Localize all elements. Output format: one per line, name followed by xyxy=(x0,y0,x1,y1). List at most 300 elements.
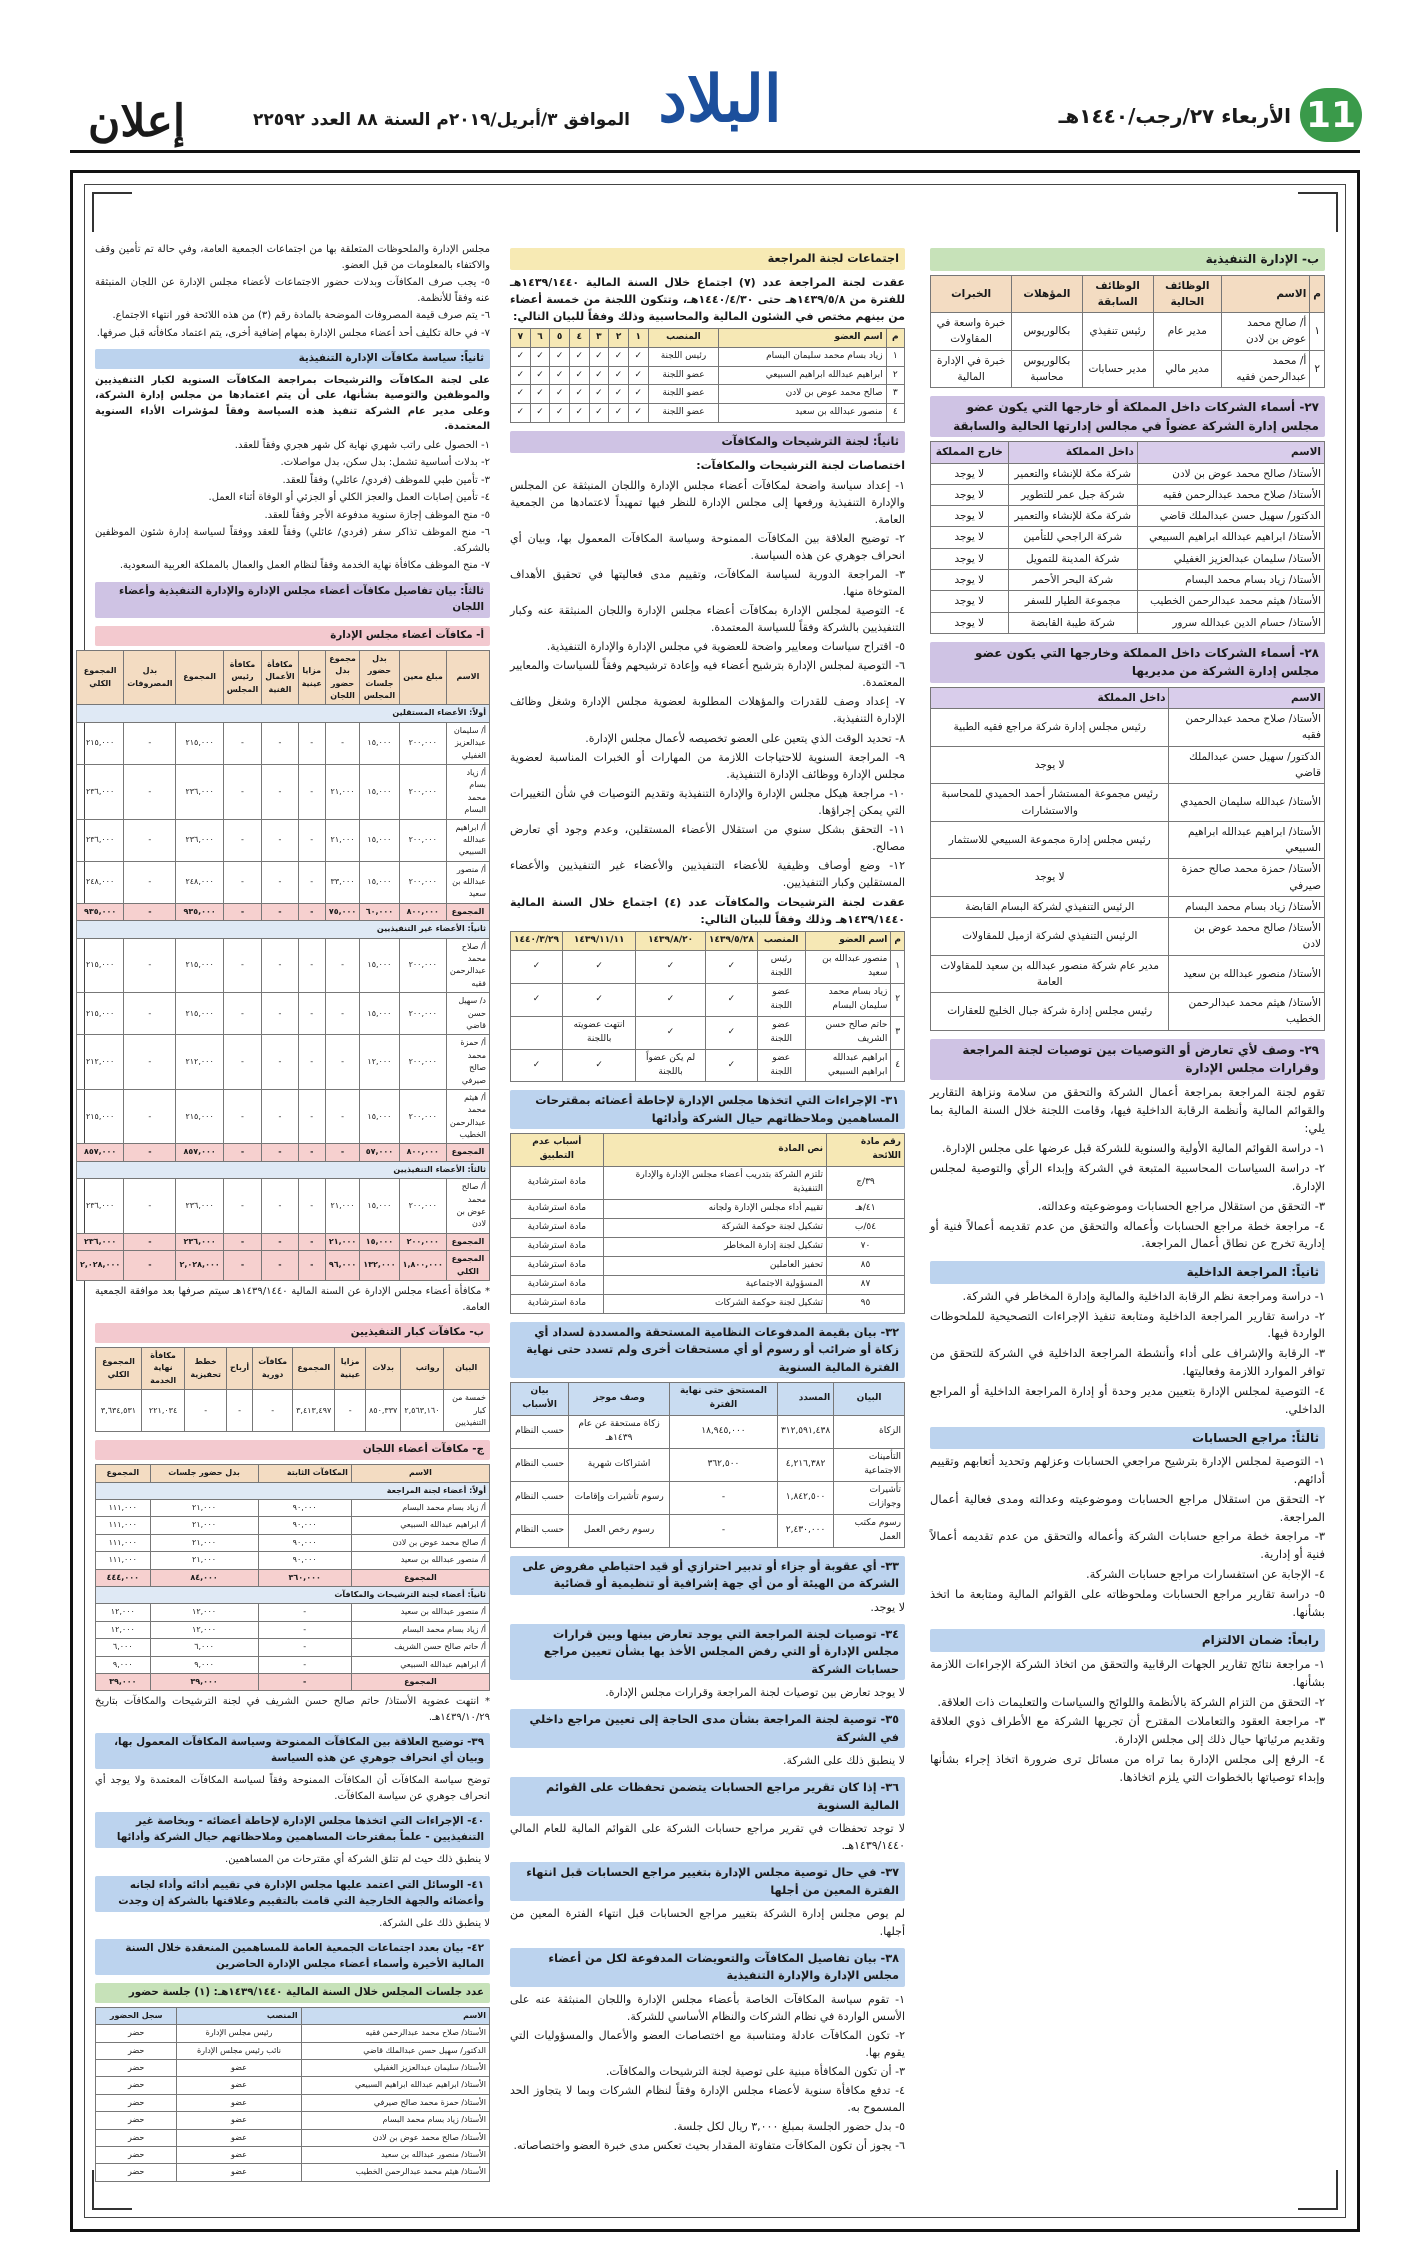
table-cell: ٢١٥,٠٠٠ xyxy=(76,1089,123,1144)
table-cell: الأستاذ/ صلاح محمد عبدالرحمن فقيه xyxy=(1137,484,1324,505)
table-cell: - xyxy=(185,1390,227,1432)
total-cell: ٢٣٦,٠٠٠ xyxy=(76,1233,123,1250)
table-cell: نائب رئيس مجلس الإدارة xyxy=(177,2042,301,2059)
table-cell: - xyxy=(124,938,176,993)
column-middle xyxy=(510,240,905,2156)
table-cell: لا يوجد xyxy=(931,591,1009,612)
table-cell: لا يوجد xyxy=(931,527,1009,548)
table-header-cell: خطط تحفيزية xyxy=(185,1347,227,1389)
total-row xyxy=(96,1569,490,1586)
table-cell: الأستاذ/ هيثم محمد عبدالرحمن الخطيب xyxy=(1137,591,1324,612)
table-header-cell: مجموع بدل حضور اللجان xyxy=(325,650,359,705)
table-cell: ١ xyxy=(886,347,904,366)
auditor-list xyxy=(930,1453,1325,1621)
table-row xyxy=(96,2094,490,2111)
table-cell: ✓ xyxy=(636,1016,706,1049)
table-header-cell: الوظائف السابقة xyxy=(1082,275,1153,313)
total-cell: ٩٣٥,٠٠٠ xyxy=(176,903,223,920)
table-cell: ٤,٢١٦,٣٨٢ xyxy=(777,1449,833,1482)
table-cell: - xyxy=(223,764,261,819)
table-cell: ٢١٢,٠٠٠ xyxy=(76,1035,123,1090)
table-cell: ✓ xyxy=(550,366,570,385)
table-cell: منصور عبدالله بن سعيد xyxy=(719,404,886,423)
table-cell: عضو اللجنة xyxy=(757,1049,805,1082)
total-cell: ٨٠٠,٠٠٠ xyxy=(399,1144,446,1161)
table-header-cell: مزايا عينية xyxy=(298,650,325,705)
table-cell: ٢٤٨,٠٠٠ xyxy=(76,861,123,903)
table-cell: ١٥,٠٠٠ xyxy=(360,722,399,764)
group-label: أولاً: الأعضاء المستقلين xyxy=(76,705,489,722)
table-row xyxy=(96,1656,490,1673)
table-cell: التأمينات الاجتماعية xyxy=(834,1449,905,1482)
table-cell: ٢٣٦,٠٠٠ xyxy=(76,1179,123,1234)
table-cell: - xyxy=(262,1179,298,1234)
table-cell: الأستاذ/ ابراهيم عبدالله ابراهيم السبيعي xyxy=(1137,527,1324,548)
table-cell: عضو xyxy=(177,2060,301,2077)
table-cell: - xyxy=(258,1604,351,1621)
grand-total-cell: ١,٨٠٠,٠٠٠ xyxy=(399,1251,446,1281)
table-cell: الأستاذ/ منصور عبدالله بن سعيد xyxy=(301,2147,489,2164)
table-cell: ١ xyxy=(891,950,905,983)
table-cell: ٣١٢,٥٩١,٤٣٨ xyxy=(777,1416,833,1449)
nomination-title: ثانياً: لجنة الترشيحات والمكافآت xyxy=(510,431,905,453)
table-cell: أ/ منصور عبدالله بن سعيد xyxy=(446,861,489,903)
table-cell: تأشيرات وجوازات xyxy=(834,1481,905,1514)
sec27-table xyxy=(930,441,1325,633)
table-row xyxy=(511,1294,905,1313)
logo-text: البلاد xyxy=(658,62,782,137)
table-row xyxy=(76,993,489,1035)
table-header-cell: المسدد xyxy=(777,1383,833,1416)
table-cell: الأستاذ/ زياد بسام محمد البسام xyxy=(301,2112,489,2129)
group-label: ثانياً: الأعضاء غير التنفيذيين xyxy=(76,921,489,938)
sec28-table xyxy=(930,687,1325,1031)
table-cell: ١٨,٩٤٥,٠٠٠ xyxy=(669,1416,777,1449)
internal-audit-list xyxy=(930,1288,1325,1419)
table-row xyxy=(96,2164,490,2181)
list-item: ١٢- وضع أوصاف وظيفية للأعضاء التنفيذيين والأعضاء غير التنفيذيين والأعضاء المستقلين وكبار التنفيذيين. xyxy=(510,858,905,889)
table-row xyxy=(511,1449,905,1482)
table-row xyxy=(931,709,1325,747)
total-cell: المجموع xyxy=(446,1233,489,1250)
list-item: ٣- أن تكون المكافأة مبنية على توصية لجنة الترشيحات والمكافآت. xyxy=(605,2064,905,2078)
table-cell: شركة البحر الأحمر xyxy=(1008,569,1137,590)
table-row xyxy=(931,527,1325,548)
table-header-cell: ١٤٤٠/٣/٢٩ xyxy=(511,932,563,951)
list-item: ٤- مراجعة خطة مراجع الحسابات وأعماله والتحقق من عدم تقديمه أعمالاً فنية أو إدارية تخرج عن نطاق أعمال المراجعة. xyxy=(930,1218,1325,1251)
table-cell: ٤ xyxy=(886,404,904,423)
total-cell: ١٥,٠٠٠ xyxy=(360,1233,399,1250)
table-header-cell: ٦ xyxy=(530,328,550,347)
table-cell: أ/ صالح محمد عوض بن لادن xyxy=(446,1179,489,1234)
table-row xyxy=(76,1035,489,1090)
table-row xyxy=(76,764,489,819)
meetings-title: عدد جلسات المجلس خلال السنة المالية ١٤٣٩/١٤٤٠هـ: (١) جلسة حضور xyxy=(95,1983,490,2003)
table-cell: ✓ xyxy=(563,1049,636,1082)
sec31-table xyxy=(510,1133,905,1313)
table-cell: الزكاة xyxy=(834,1416,905,1449)
table-row xyxy=(511,1016,905,1049)
table-cell: ٢١٥,٠٠٠ xyxy=(76,938,123,993)
sec37-title: ٣٧- في حال توصية مجلس الإدارة بتغيير مراجع الحسابات قبل انتهاء الفترة المعين من أجلها xyxy=(510,1862,905,1901)
table-cell: ✓ xyxy=(628,347,648,366)
table-cell: ٩٠,٠٠٠ xyxy=(258,1517,351,1534)
table-cell: ٤ xyxy=(891,1049,905,1082)
table-cell: ٢ xyxy=(1310,350,1325,388)
sec28-title: ٢٨- أسماء الشركات داخل المملكة وخارجها التي يكون عضو مجلس إدارة الشركة من مديريها xyxy=(930,642,1325,683)
table-cell: الأستاذ/ صالح محمد عوض بن لادن xyxy=(301,2129,489,2146)
table-cell: حضر xyxy=(96,2147,177,2164)
table-cell: ٩,٠٠٠ xyxy=(150,1656,258,1673)
table-row xyxy=(511,385,905,404)
list-item: ٥- يجب صرف المكافآت وبدلات حضور الاجتماعات لأعضاء مجلس الإدارة عن اللجان المنبثقة عنه وفقاً للأنظمة. xyxy=(95,277,490,304)
table-cell: المسؤولية الاجتماعية xyxy=(603,1275,826,1294)
table-cell: ١٥,٠٠٠ xyxy=(360,819,399,861)
table-cell: أ/ صلاح محمد عبدالرحمن فقيه xyxy=(446,938,489,993)
table-row xyxy=(931,993,1325,1031)
table-cell: الأستاذ/ ابراهيم عبدالله ابراهيم السبيعي xyxy=(301,2077,489,2094)
table-row xyxy=(931,463,1325,484)
table-cell: ٢٠٠,٠٠٠ xyxy=(399,764,446,819)
table-cell: ٢ xyxy=(891,983,905,1016)
table-cell: ✓ xyxy=(511,404,531,423)
table-header-cell: سجل الحضور xyxy=(96,2007,177,2024)
group-label: ثالثاً: الأعضاء التنفيذيين xyxy=(76,1161,489,1178)
list-item: ٨- تحديد الوقت الذي يتعين على العضو تخصيصه لأعمال مجلس الإدارة. xyxy=(585,731,905,745)
sec29-text: تقوم لجنة المراجعة بمراجعة أعمال الشركة والتحقق من سلامة ونزاهة التقارير والقوائم المالية وأنظمة الرقابة الداخلية فيها، وقامت اللجنة خلال السنة المالية بما يلي: xyxy=(930,1084,1325,1135)
total-cell: ٨٥٧,٠٠٠ xyxy=(76,1144,123,1161)
table-cell: أ/ ابراهيم عبدالله السبيعي xyxy=(446,819,489,861)
table-cell: - xyxy=(262,993,298,1035)
table-cell: ٢٠٠,٠٠٠ xyxy=(399,1179,446,1234)
table-cell: ٩٠,٠٠٠ xyxy=(258,1500,351,1517)
list-item: ٦- يتم صرف قيمة المصروفات الموضحة بالمادة رقم (٣) من هذه اللائحة فور انتهاء الاجتماع. xyxy=(112,310,490,321)
table-cell: ١ xyxy=(1310,313,1325,351)
masthead xyxy=(0,0,1421,160)
table-cell: مادة استرشادية xyxy=(511,1200,604,1219)
table-cell: أ/ منصور عبدالله بن سعيد xyxy=(351,1552,489,1569)
column-right xyxy=(930,240,1325,1789)
table-cell: ١٥,٠٠٠ xyxy=(360,1179,399,1234)
table-cell: ٢٠٠,٠٠٠ xyxy=(399,722,446,764)
table-cell: أ/ منصور عبدالله بن سعيد xyxy=(351,1604,489,1621)
sec41-text: لا ينطبق ذلك على الشركة. xyxy=(379,1917,490,1929)
total-cell: - xyxy=(124,1233,176,1250)
sec39-title: ٣٩- توضيح العلاقة بين المكافآت الممنوحة وسياسة المكافآت المعمول بها، وبيان أي انحراف جوهري عن هذه السياسة xyxy=(95,1733,490,1769)
table-cell: - xyxy=(298,764,325,819)
table-row xyxy=(931,896,1325,917)
table-row xyxy=(76,722,489,764)
list-item: ٦- التوصية لمجلس الإدارة بترشيح أعضاء فيه وإعادة ترشيحهم وفقاً للسياسات والمعايير المعتمدة. xyxy=(510,659,905,690)
table-cell: - xyxy=(669,1514,777,1547)
table-cell: الأستاذ/ عبدالله سليمان الحميدي xyxy=(1169,784,1325,822)
note-1: * مكافأة أعضاء مجلس الإدارة عن السنة المالية ١٤٣٩/١٤٤٠هـ سيتم صرفها بعد موافقة الجمعية العامة. xyxy=(95,1286,490,1313)
table-cell: ✓ xyxy=(511,347,531,366)
list-item: ٤- التوصية لمجلس الإدارة بمكافآت أعضاء مجلس الإدارة واللجان المنبثقة عنه وكبار التنفيذيين بالشركة وفقاً للسياسة المعتمدة. xyxy=(510,604,905,635)
table-cell: الأستاذ/ صالح محمد عوض بن لادن xyxy=(1169,918,1325,956)
table-cell: ٢١٥,٠٠٠ xyxy=(176,722,223,764)
table-cell: الأستاذ/ حسام الدين عبدالله سرور xyxy=(1137,612,1324,633)
table-cell: ٢١,٠٠٠ xyxy=(325,764,359,819)
table-cell: ٢١٢,٠٠٠ xyxy=(176,1035,223,1090)
table-cell: رئيس مجموعة المستشار أحمد الحميدي للمحاسبة والاستشارات xyxy=(931,784,1169,822)
total-cell: ٧٥,٠٠٠ xyxy=(325,903,359,920)
total-row xyxy=(76,1233,489,1250)
table-row xyxy=(96,2077,490,2094)
total-cell: ٣٩,٠٠٠ xyxy=(96,1673,151,1690)
grand-total-row xyxy=(76,1251,489,1281)
compliance-list xyxy=(930,1656,1325,1787)
table-cell: - xyxy=(223,993,261,1035)
table-cell: - xyxy=(262,938,298,993)
list-item: ٣- تأمين طبي للموظف (فردي/ عائلي) وفقاً للعقد. xyxy=(282,474,490,486)
list-item: ١- مراجعة نتائج تقارير الجهات الرقابية والتحقق من اتخاذ الشركة الإجراءات اللازمة بشأنها. xyxy=(930,1657,1325,1689)
table-cell: أ/ هيثم محمد عبدالرحمن الخطيب xyxy=(446,1089,489,1144)
table-cell: ✓ xyxy=(530,347,550,366)
table-header-cell: الاسم xyxy=(1137,442,1324,463)
newspaper-logo[interactable] xyxy=(640,62,800,152)
list-item: ١- إعداد سياسة واضحة لمكافآت أعضاء مجلس الإدارة واللجان المنبثقة عن المجلس والإدارة التنفيذية ورفعها إلى مجلس الإدارة للنظر فيها تمهيداً لاعتمادها من الجمعية العامة. xyxy=(510,478,905,526)
table-cell: - xyxy=(298,1179,325,1234)
table-cell: ✓ xyxy=(569,366,589,385)
table-row xyxy=(511,1481,905,1514)
table-cell: خبرة واسعة في المقاولات xyxy=(931,313,1012,351)
list-item: ١- الحصول على راتب شهري نهاية كل شهر هجري وفقاً للعقد. xyxy=(234,439,490,451)
table-cell: رئيس اللجنة xyxy=(648,347,719,366)
table-cell: - xyxy=(262,1035,298,1090)
table-cell: ✓ xyxy=(511,385,531,404)
table-cell: شركة المدينة للتمويل xyxy=(1008,548,1137,569)
table-header-cell: الاسم xyxy=(351,1465,489,1482)
table-cell: - xyxy=(298,861,325,903)
note-2: * انتهت عضوية الأستاذ/ حاتم صالح حسن الشريف في لجنة الترشيحات والمكافآت بتاريخ ١٤٣٩/١٠/٢٩هـ. xyxy=(95,1696,490,1723)
table-cell: ٩٠,٠٠٠ xyxy=(258,1534,351,1551)
list-item: ٢- توضيح العلاقة بين المكافآت الممنوحة وسياسة المكافآت المعمول بها، وبيان أي انحراف جوهري عن هذه السياسة. xyxy=(510,532,905,563)
table-cell: ٥٤/ب xyxy=(827,1219,905,1238)
table-cell: - xyxy=(253,1390,293,1432)
table-row xyxy=(96,2042,490,2059)
table-row xyxy=(931,746,1325,784)
table-cell: - xyxy=(124,1179,176,1234)
list-item: ١- التوصية لمجلس الإدارة بترشيح مراجعي الحسابات وعزلهم وتحديد أتعابهم وتقييم أدائهم. xyxy=(930,1454,1325,1486)
table-row xyxy=(511,1238,905,1257)
table-cell: تشكيل لجنة حوكمة الشركات xyxy=(603,1294,826,1313)
group-row xyxy=(76,921,489,938)
table-cell: ✓ xyxy=(563,950,636,983)
table-row xyxy=(931,591,1325,612)
grand-total-cell: المجموع الكلي xyxy=(446,1251,489,1281)
table-row xyxy=(931,569,1325,590)
table-cell: ✓ xyxy=(511,1049,563,1082)
table-cell: شركة مكة للإنشاء والتعمير xyxy=(1008,506,1137,527)
table-header-cell: خارج المملكة xyxy=(931,442,1009,463)
list-item: ٥- بدل حضور الجلسة بمبلغ ٣,٠٠٠ ريال لكل جلسة. xyxy=(673,2119,905,2133)
total-cell: ٣٩,٠٠٠ xyxy=(150,1673,258,1690)
masthead-rule xyxy=(70,150,1360,153)
table-header-cell: ٢ xyxy=(609,328,629,347)
list-item: ٤- تأمين إصابات العمل والعجز الكلي أو الجزئي أو الوفاة أثناء العمل. xyxy=(208,492,490,504)
meetings-table xyxy=(95,2007,490,2182)
table-cell: الأستاذ/ هيثم محمد عبدالرحمن الخطيب xyxy=(1169,993,1325,1031)
table-cell: ١١١,٠٠٠ xyxy=(96,1517,151,1534)
total-cell: المجموع xyxy=(446,1144,489,1161)
table-cell: الأستاذ/ زياد بسام محمد البسام xyxy=(1169,896,1325,917)
table-cell: حضر xyxy=(96,2094,177,2111)
table-cell: عضو اللجنة xyxy=(648,366,719,385)
table-cell: ١٢,٠٠٠ xyxy=(150,1604,258,1621)
group-row xyxy=(96,1482,490,1499)
table-cell: ٨٥٠,٣٣٧ xyxy=(366,1390,401,1432)
table-header-cell: المستحق حتى نهاية الفترة xyxy=(669,1383,777,1416)
table-cell: ✓ xyxy=(511,983,563,1016)
table-cell: - xyxy=(669,1481,777,1514)
table-cell: - xyxy=(325,722,359,764)
table-cell: لا يوجد xyxy=(931,746,1169,784)
table-row xyxy=(931,506,1325,527)
table-header-cell: مكافأة رئيس المجلس xyxy=(223,650,261,705)
group-row xyxy=(76,705,489,722)
table-cell: - xyxy=(124,993,176,1035)
table-cell: ٤١/هـ xyxy=(827,1200,905,1219)
table-cell: مدير مالي xyxy=(1153,350,1221,388)
table-cell: حسب النظام xyxy=(511,1514,569,1547)
table-header-cell: الوظائف الحالية xyxy=(1153,275,1221,313)
table-cell: شركة طيبة القابضة xyxy=(1008,612,1137,633)
sec34-text: لا يوجد تعارض بين توصيات لجنة المراجعة وقرارات مجلس الإدارة. xyxy=(605,1686,905,1700)
table-header-cell: البيان xyxy=(834,1383,905,1416)
table-cell: رئيس مجلس إدارة شركة مراجع فقيه الطبية xyxy=(931,709,1169,747)
table-cell: ٨٧ xyxy=(827,1275,905,1294)
table-cell: رسوم مكتب العمل xyxy=(834,1514,905,1547)
sec33-text: لا يوجد. xyxy=(870,1600,905,1614)
list-item: ٦- يجوز أن تكون المكافآت متفاوتة المقدار بحيث تعكس مدى خبرة العضو واختصاصاته. xyxy=(513,2138,905,2152)
table-row xyxy=(96,1639,490,1656)
list-item: ٧- إعداد وصف للقدرات والمؤهلات المطلوبة لعضوية مجلس الإدارة وشغل وظائف الإدارة التنفيذية. xyxy=(510,695,905,726)
list-item: ١- دراسة ومراجعة نظم الرقابة الداخلية والمالية وإدارة المخاطر في الشركة. xyxy=(962,1288,1325,1303)
exec-policy-text: على لجنة المكافآت والترشيحات بمراجعة المكافآت السنوية لكبار التنفيذيين والموظفين والتوصية بشأنها، على أن يتم اعتمادها من مجلس إدارة الشركة، وعلى مدير عام الشركة تنفيذ هذه السياسة وفقاً لمؤشرات الأداء السنوية المعتمدة. xyxy=(95,374,490,433)
table-header-cell: اسم العضو xyxy=(719,328,886,347)
table-cell: ٢,٥٦٣,١٦٠ xyxy=(401,1390,443,1432)
table-row xyxy=(96,1500,490,1517)
table-cell: ✓ xyxy=(550,347,570,366)
table-header-cell: بدل المصروفات xyxy=(124,650,176,705)
table-header-cell: بيان الأسباب xyxy=(511,1383,569,1416)
sec37-text: لم يوص مجلس إدارة الشركة بتغيير مراجع الحسابات قبل انتهاء الفترة المعين من أجلها. xyxy=(510,1907,905,1938)
table-cell: - xyxy=(223,1089,261,1144)
table-header-cell: الاسم xyxy=(301,2007,489,2024)
table-cell: تلتزم الشركة بتدريب أعضاء مجلس الإدارة والإدارة التنفيذية xyxy=(603,1167,826,1200)
table-header-cell: الاسم xyxy=(1221,275,1309,313)
list-item: ٢- التحقق من استقلال مراجع الحسابات وموضوعيته وعدالته ومدى فعالية أعمال المراجعة. xyxy=(930,1491,1325,1524)
table-cell: الدكتور/ سهيل حسن عبدالملك قاضي xyxy=(1137,506,1324,527)
table-cell: ٢١,٠٠٠ xyxy=(325,819,359,861)
committee-comp-table xyxy=(95,1464,490,1691)
total-cell: المجموع xyxy=(351,1569,489,1586)
total-cell: ٣٦٠,٠٠٠ xyxy=(258,1569,351,1586)
table-cell: - xyxy=(223,1179,261,1234)
table-cell: أ/ زياد بسام محمد البسام xyxy=(351,1500,489,1517)
table-cell: الأستاذ/ سليمان عبدالعزيز الغفيلي xyxy=(1137,548,1324,569)
table-header-cell: المجموع الكلي xyxy=(76,650,123,705)
table-cell: ٢١٥,٠٠٠ xyxy=(176,1089,223,1144)
list-item: ٤- الإجابة عن استفسارات مراجع حسابات الشركة. xyxy=(1085,1566,1325,1581)
total-cell: ٨٠٠,٠٠٠ xyxy=(399,903,446,920)
table-header-cell: مكافأة نهاية الخدمة xyxy=(141,1347,184,1389)
group-label: أولاً: أعضاء لجنة المراجعة xyxy=(96,1482,490,1499)
table-cell: مجموعة الطيار للسفر xyxy=(1008,591,1137,612)
table-cell: الأستاذ/ صلاح محمد عبدالرحمن فقيه xyxy=(1169,709,1325,747)
table-cell: ٢١٥,٠٠٠ xyxy=(76,722,123,764)
list-item: ٣- الرقابة والإشراف على أداء وأنشطة المراجعة الداخلية في الشركة للتحقق من توافر الموارد اللازمة وفعاليتها. xyxy=(930,1346,1325,1379)
table-cell: الرئيس التنفيذي لشركة ازميل للمقاولات xyxy=(931,918,1169,956)
table-cell: ✓ xyxy=(550,404,570,423)
table-cell: الأستاذ/ منصور عبدالله بن سعيد xyxy=(1169,955,1325,993)
list-item: ٢- دراسة تقارير المراجعة الداخلية ومتابعة تنفيذ الإجراءات التصحيحية للملحوظات الواردة فيها. xyxy=(930,1308,1325,1341)
table-row xyxy=(511,366,905,385)
table-row xyxy=(511,983,905,1016)
table-cell: ٣٦٢,٥٠٠ xyxy=(669,1449,777,1482)
list-item: ٧- منح الموظف مكافأة نهاية الخدمة وفقاً لنظام العمل والعمال بالمملكة العربية السعودية. xyxy=(119,560,490,572)
corner-ornament xyxy=(1298,2170,1338,2210)
list-item: ٧- في حالة تكليف أحد أعضاء مجلس الإدارة بمهام إضافية أخرى، يتم اعتماد مكافأته قبل صرفها. xyxy=(96,327,490,339)
corner-ornament xyxy=(92,192,132,232)
table-cell: مادة استرشادية xyxy=(511,1219,604,1238)
table-row xyxy=(96,1534,490,1551)
table-cell: ✓ xyxy=(563,983,636,1016)
table-cell: - xyxy=(262,764,298,819)
table-cell: عضو xyxy=(177,2164,301,2181)
list-item: ١١- التحقق بشكل سنوي من استقلال الأعضاء المستقلين، وعدم وجود أي تعارض مصالح. xyxy=(510,822,905,853)
total-cell: المجموع xyxy=(446,903,489,920)
nom-meetings-text: عقدت لجنة الترشيحات والمكافآت عدد (٤) اجتماع خلال السنة المالية ١٤٣٩/١٤٤٠هـ وذلك وفقاً للبيان التالي: xyxy=(510,895,905,926)
table-cell: الأستاذ/ صالح محمد عوض بن لادن xyxy=(1137,463,1324,484)
sec34-title: ٣٤- توصيات لجنة المراجعة التي يوجد تعارض بينها وبين قرارات مجلس الإدارة أو التي رفض المجلس الأخذ بها بشأن تعيين مراجع حسابات الشركة xyxy=(510,1624,905,1681)
group-label: ثانياً: أعضاء لجنة الترشيحات والمكافآت xyxy=(96,1586,490,1603)
grand-total-cell: - xyxy=(124,1251,176,1281)
table-cell: عضو xyxy=(177,2077,301,2094)
table-cell: لا يوجد xyxy=(931,569,1009,590)
table-cell: الأستاذ/ صلاح محمد عبدالرحمن فقيه xyxy=(301,2025,489,2042)
table-cell: لم يكن عضواً باللجنة xyxy=(636,1049,706,1082)
total-cell: ٨٤,٠٠٠ xyxy=(150,1569,258,1586)
table-cell: خبرة في الإدارة المالية xyxy=(931,350,1012,388)
grand-total-cell: ٢,٠٢٨,٠٠٠ xyxy=(76,1251,123,1281)
table-row xyxy=(76,1089,489,1144)
table-header-cell: ١٤٣٩/٨/٢٠ xyxy=(636,932,706,951)
board-comp-title: ثالثاً: بيان تفاصيل مكافآت أعضاء مجلس الإدارة والإدارة التنفيذية وأعضاء اللجان xyxy=(95,582,490,618)
list-item: ٤- تدفع مكافأة سنوية لأعضاء مجلس الإدارة وفقاً لنظام الشركات وبما لا يتجاوز الحد المسموح به. xyxy=(510,2083,905,2114)
grand-total-cell: - xyxy=(223,1251,261,1281)
table-header-cell: الاسم xyxy=(1169,687,1325,708)
table-cell: ٢٣٦,٠٠٠ xyxy=(176,1179,223,1234)
table-cell: ٢١٥,٠٠٠ xyxy=(176,993,223,1035)
grand-total-cell: ٩٦,٠٠٠ xyxy=(325,1251,359,1281)
table-row xyxy=(76,819,489,861)
total-cell: المجموع xyxy=(351,1673,489,1690)
sec32-table xyxy=(510,1382,905,1547)
table-cell: ✓ xyxy=(609,347,629,366)
table-header-cell: أرباح xyxy=(227,1347,253,1389)
table-cell: - xyxy=(325,1089,359,1144)
list-item: ٢- بدلات أساسية تشمل: بدل سكن، بدل مواصلات. xyxy=(280,457,490,469)
board-comp-subtitle: أ- مكافآت أعضاء مجلس الإدارة xyxy=(95,626,490,646)
table-cell: ١٥,٠٠٠ xyxy=(360,993,399,1035)
table-header-cell: ٧ xyxy=(511,328,531,347)
table-cell: أ/ حاتم صالح حسن الشريف xyxy=(351,1639,489,1656)
table-cell: ✓ xyxy=(589,347,609,366)
list-item: ١٠- مراجعة هيكل مجلس الإدارة والإدارة التنفيذية وتقديم التوصيات في شأن التغييرات التي يمكن إجراؤها. xyxy=(510,786,905,817)
table-cell: - xyxy=(298,993,325,1035)
